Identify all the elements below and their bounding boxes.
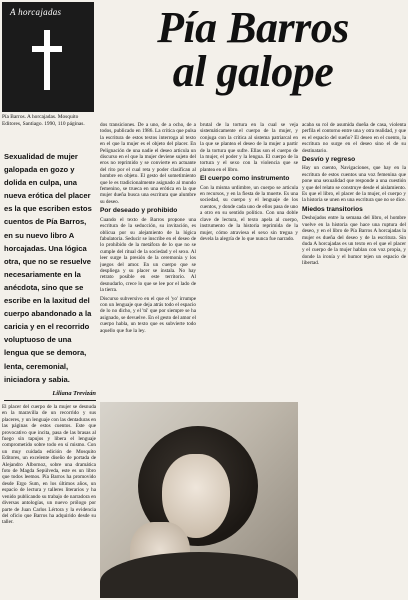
author-photo [100, 402, 298, 598]
column-3-paragraph: brutal de la tortura en la cual se veja sistemáticamente el cuerpo de la mujer, y conjuga con la crítica al sistema patriarcal en la que se plantea el deseo de la mujer a partir de la tortura que sufre. Ellas son el cuerpo de la mujer, el poder y la lengua. El cuerpo de la tortura y el sexo con la violencia que se plantea en el libro. [200, 122, 298, 173]
column-2-paragraph: dos transiciones. De a uno, de a ocho, de a todos, publicado en 1986. La crítica que pulsa la escritura de estos textos interroga al texto en el que la mujer es el objeto del placer. En Pelignación de una nadie el deseo articula un discurso en el que la mujer deviene sujeto del eros no reprimido y se convierte en actuante del rito por el cual reta y poder clasifican al hombre en objeto. El gesto del sometimiento que le es tradicionalmente asignado al mundo femenino, se trueca en una erótica en la que mujer dueña busca una escritura que alumbre su deseo. [100, 122, 196, 205]
column-4-paragraph: acaba su rol de asumida dueña de casa, violenta perfila el contorno entre una y otra realidad, y que es el espacio del sueño? El deseo en el cuento, la escritura no surge en el deseo sino el de su destinatario. [302, 122, 406, 154]
subheading: El cuerpo como instrumento [200, 175, 290, 183]
book-cover-title: A horcajadas [10, 7, 62, 17]
column-3-paragraph: Con la misma urdimbre, un cuerpo se articula en recursos, y en la fiesta de la muerte. Es una sociedad, su cuerpo y el lenguaje de los cuentos, y donde cada uno de ellos pasa de uno a otro en su sentido político. Con una doble clave de lectura, el texto apela al cuerpo, instrumento de la historia reprimida de la mujer, cómo atraviesa el sexo sin tregua y devela la alegría de lo que nunca fue narrado. [200, 184, 298, 242]
column-3 [200, 122, 298, 406]
column-4-paragraph: Deshojados entre la semana del libro, el hombre vuelve en la historia que hace una ruptura del deseo, y en el libro de Pía Barros A horcajadas la mujer es dueña del deseo y de la escritura. Sin duda A horcajadas es un texto en el que el placer y el cuerpo de la mujer hablan con voz propia, y donde la ironía y el humor tejen un espacio de libertad. [302, 215, 406, 267]
lead-paragraph: Sexualidad de mujer galopada en gozo y dolida en culpa, una nueva erótica del placer es la que escriben estos cuentos de Pía Barros, en su nuevo libro A horcajadas. Una lógica otra, que no se resuelve necesariamente en la anécdota, sino que se escribe en la laxitud del cuerpo abandonado a la caricia y en el recorrido voluptuoso de una lengua que se demora, lenta, ceremonial, iniciadora y sabia. [4, 152, 92, 384]
byline: Liliana Trevizán [52, 390, 96, 397]
column-1-text: El placer del cuerpo de la mujer se desnuda en la maravilla de un recorrido y sus placeres, y un lenguaje con las dentaduras en las páginas de estos cuentos. Este que provocativo que incita, pasa de las brasas al fuego sin tapujos y libera el lenguaje comprometido sobre todo en sí mismo. Con un muy cuidada edición de Mosquito Editores, un excelente diseño de portada de Alejandro Albornoz, sobre una dramática foto de Magda Sepúlveda, este es un libro que todos leemos. Pía Barros ha promovido desde Ergo Sum, en los últimos años, un espacio de lectura y talleres literarios y ha venido publicando su trabajo de narradora en diversas antologías, un nuevo prólogo por parte de Juan Carlos Lértora y la evidencia del oficio que Barros ha adquirido desde su taller. [2, 404, 96, 526]
cross-icon [32, 30, 62, 90]
column-2-paragraph: Discurso subversivo en el que el 'yo' irrumpe con un lenguaje que deja atrás todo el espacio de lo no dicho, y el 'tú' que por siempre se ha asignado, se devuelve. En el gesto del amor el cuerpo habla, un texto que es subvierte todo aquello que fue la ley. [100, 295, 196, 334]
column-2-paragraph: Cuando el texto de Barros propone una escritura de la seducción, su invitación, es oblicua por su alejamiento de la lógica fabulatoria. Seducir se inscribe en el deseo de lo prohibido de la metáfora de lo que no se cumple del ritual de la sociedad y el sexo. Al leer surge la presión de la ceremonia y los juegos del amor. En un cuerpo que se despliega y su placer se instala. No hay retrato posible en este territorio. Al desnudarlo, crece lo que se lee por el lado de la tierra. [100, 216, 196, 294]
divider [4, 400, 96, 401]
column-4 [302, 122, 406, 596]
headline-line-1: Pía Barros [157, 3, 349, 52]
subheading: Por deseado y prohibido [100, 207, 178, 215]
subheading: Desvío y regreso [302, 156, 356, 164]
book-caption: Pía Barros. A horcajadas. Mosquito Editores, Santiago. 1990, 110 páginas. [2, 114, 85, 127]
column-2 [100, 122, 196, 410]
headline [98, 3, 408, 96]
subheading: Miedos transitorios [302, 205, 363, 213]
headline-line-2: al galope [172, 47, 334, 96]
book-cover [2, 2, 94, 112]
column-4-paragraph: Hay un cuento, Navigaciones, que hay en la escritura de estos cuentos una voz femenina que pone una sexualidad que responde a una cuestión y que del relato se construye desde el aislamiento. Es que el libro, el placer de la mujer, el cuerpo y la historia se unen en una escritura que no se dice. [302, 165, 406, 204]
